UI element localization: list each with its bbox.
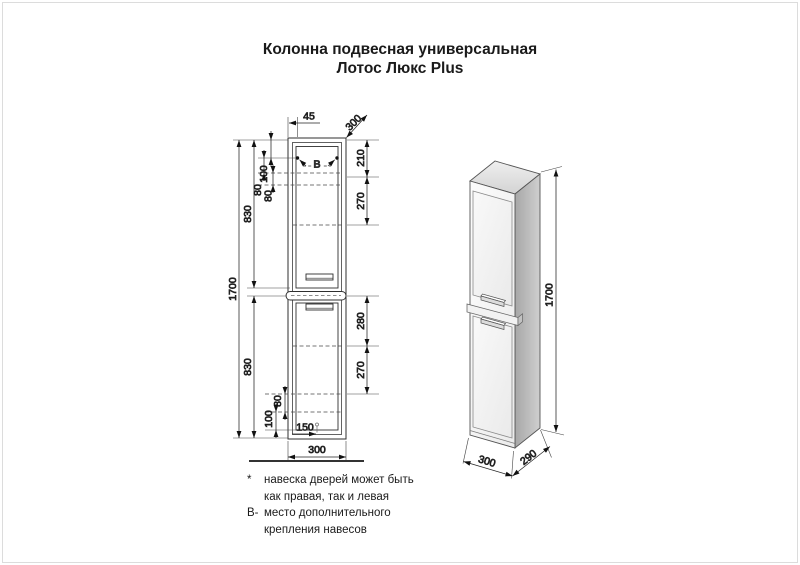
footnote-spacer-1 — [247, 489, 264, 506]
footnote-line-2: как правая, так и левая — [264, 490, 390, 503]
mount-dot-left — [296, 156, 299, 159]
footnote-line-4: крепления навесов — [264, 523, 367, 536]
dim-depth-diagonal: 300 — [343, 112, 365, 134]
perspective-view — [467, 161, 540, 448]
cabinet-side-face — [515, 174, 540, 448]
footnote-spacer-2 — [247, 522, 264, 539]
footnote-asterisk: * — [247, 474, 252, 486]
upper-door-handle-2d — [306, 274, 333, 280]
footnote-b-prefix: В- — [247, 507, 259, 519]
dim-top-80b: 80 — [262, 190, 275, 202]
dim-width-300: 300 — [308, 444, 326, 456]
dim-3d-depth: 290 — [518, 447, 540, 468]
footnote-line-1: навеска дверей может быть — [264, 474, 414, 486]
mount-dot-right — [335, 156, 338, 159]
mount-point-label: В — [313, 158, 321, 171]
footnote-line-3: место дополнительного — [264, 507, 391, 519]
dim-bottom-80: 80 — [272, 395, 284, 407]
dim-hinge-45: 45 — [303, 110, 315, 123]
upper-door-3d — [473, 191, 512, 306]
lower-door-2d — [296, 303, 338, 430]
footnote — [247, 472, 457, 538]
cabinet-carcass-inner — [293, 143, 342, 435]
dim-upper-door: 830 — [242, 205, 254, 223]
lower-door-3d — [473, 316, 512, 438]
dim-shelf-210: 210 — [355, 149, 367, 167]
title-line-1: Колонна подвесная универсальная — [262, 41, 538, 58]
dim-center-150: 150 — [296, 421, 314, 434]
extension-lines-2d — [233, 117, 379, 461]
dim-shelf-270-upper: 270 — [355, 192, 367, 210]
dim-lower-door: 830 — [242, 358, 254, 376]
dim-top-80a: 80 — [252, 184, 264, 196]
title-line-2: Лотос Люкс Plus — [336, 60, 464, 77]
bottom-center-pin — [316, 423, 319, 433]
dim-shelf-270-lower: 270 — [355, 361, 367, 379]
dim-3d-height: 1700 — [543, 283, 556, 307]
dim-bottom-100: 100 — [263, 410, 275, 428]
dim-shelf-280: 280 — [355, 312, 367, 330]
lower-door-handle-2d — [306, 304, 333, 310]
front-view-drawing — [258, 138, 346, 439]
dim-3d-width: 300 — [476, 453, 497, 470]
dim-total-height: 1700 — [227, 277, 239, 301]
dim-top-100: 100 — [258, 165, 270, 183]
